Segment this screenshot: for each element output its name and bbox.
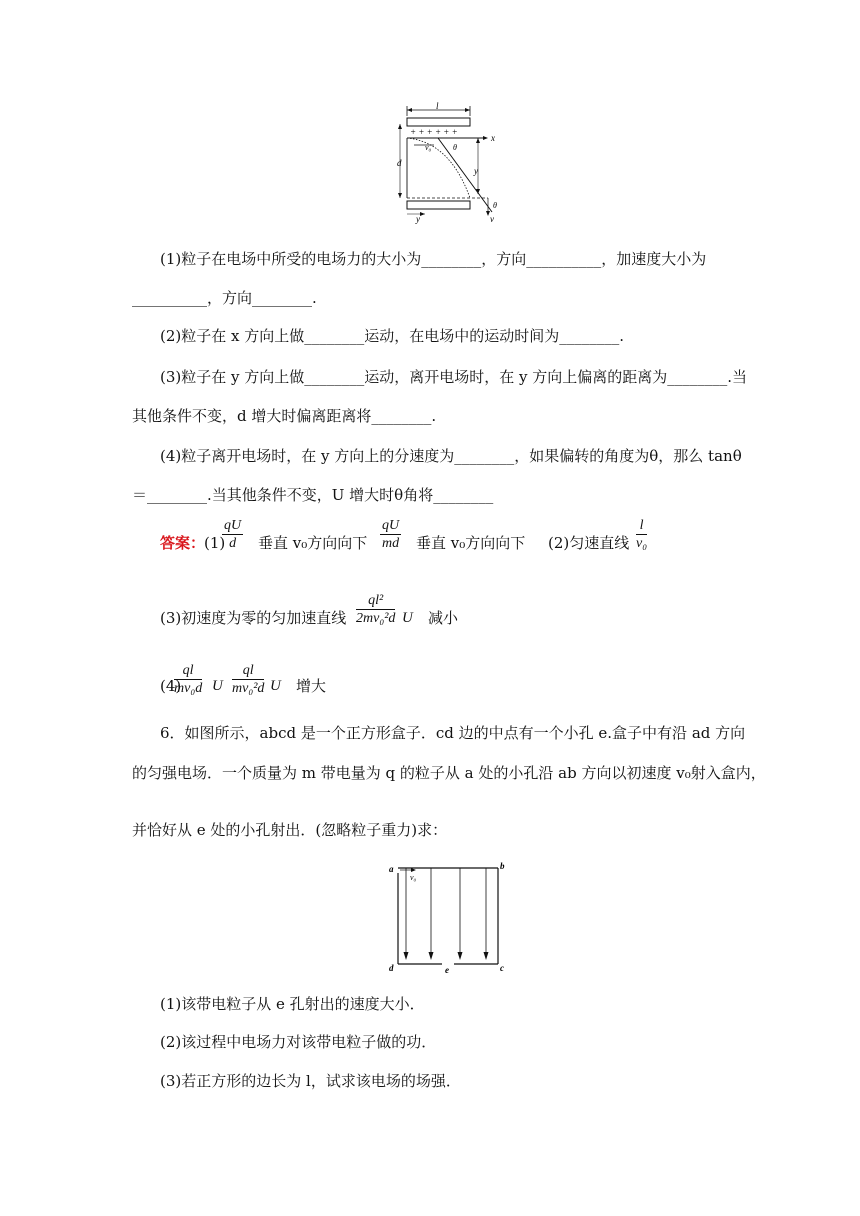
label-theta: θ — [453, 143, 457, 152]
answer-part1-label: (1) — [204, 534, 226, 552]
problem6-line1: 6．如图所示，abcd 是一个正方形盒子．cd 边的中点有一个小孔 e.盒子中有沿 ad 方向 — [160, 724, 746, 742]
answer-text-1: 垂直 v₀方向向下 — [258, 534, 368, 552]
q1-line2: __________，方向________. — [132, 289, 317, 307]
answer-fraction-6-tail: U — [270, 678, 281, 694]
label-v: v — [490, 214, 494, 224]
square-box-diagram — [386, 860, 510, 976]
answer-fraction-5-tail: U — [212, 678, 223, 694]
label-v0: v₀ — [425, 143, 432, 152]
problem6-sub2: (2)该过程中电场力对该带电粒子做的功． — [160, 1033, 437, 1051]
q4-line2: ＝________.当其他条件不变，U 增大时θ角将________ — [132, 486, 494, 504]
plus-signs: + + + + + + — [410, 127, 458, 137]
answer-text-2: 垂直 v₀方向向下 — [416, 534, 526, 552]
label-y-bottom: y — [416, 214, 420, 224]
q1-line1: (1)粒子在电场中所受的电场力的大小为________，方向__________，加速度大小为 — [160, 250, 707, 268]
answer-part4-label: (4) — [160, 677, 182, 695]
answer-fraction-4: $\frac{\text{ql²}}{\text{2mv₀²d}}$ — [356, 593, 396, 626]
deflection-diagram — [390, 102, 510, 224]
label-x: x — [491, 133, 495, 143]
q3-line1: (3)粒子在 y 方向上做________运动，离开电场时，在 y 方向上偏离的距离为________.当 — [160, 368, 748, 386]
top-plate — [407, 118, 470, 126]
problem6-sub1: (1)该带电粒子从 e 孔射出的速度大小． — [160, 995, 425, 1013]
answer-fraction-6: $\frac{ql}{\text{mv₀²d}}$ — [232, 663, 265, 696]
answer-fraction-2: $\frac{qU}{md}$ — [382, 518, 400, 551]
label-l: l — [436, 102, 439, 111]
answer-part3: (3)初速度为零的匀加速直线 — [160, 609, 347, 627]
q3-line2: 其他条件不变，d 增大时偏离距离将________. — [132, 407, 437, 425]
particle-trajectory — [407, 138, 470, 198]
answer-fraction-4-tail: U — [402, 610, 413, 626]
label-e: e — [445, 965, 449, 975]
answer-fraction-5: $\frac{ql}{\text{mv₀d}}$ — [174, 663, 203, 696]
label-d: d — [397, 158, 402, 168]
q2-line1: (2)粒子在 x 方向上做________运动，在电场中的运动时间为________. — [160, 327, 625, 345]
label-theta2: θ — [493, 201, 497, 210]
bottom-plate — [407, 201, 470, 209]
label-c: c — [500, 963, 504, 973]
answer-fraction-3: $\frac{l}{\text{v₀}}$ — [636, 518, 648, 551]
answer-label: 答案： — [160, 534, 206, 552]
label-a: a — [389, 864, 394, 874]
label-v0: v₀ — [410, 873, 417, 882]
label-y-right: y — [474, 166, 478, 176]
problem6-sub3: (3)若正方形的边长为 l，试求该电场的场强． — [160, 1072, 461, 1090]
label-d: d — [389, 963, 394, 973]
answer-part2: (2)匀速直线 — [548, 534, 630, 552]
problem6-line3: 并恰好从 e 处的小孔射出．(忽略粒子重力)求： — [132, 821, 448, 839]
answer-fraction-1: $\frac{qU}{d}$ — [224, 518, 242, 551]
problem6-line2: 的匀强电场．一个质量为 m 带电量为 q 的粒子从 a 处的小孔沿 ab 方向以初速度 v₀射入盒内， — [132, 764, 766, 782]
answer-text-4: 增大 — [296, 677, 327, 695]
label-b: b — [500, 861, 505, 871]
q4-line1: (4)粒子离开电场时，在 y 方向上的分速度为________，如果偏转的角度为θ，那么 tanθ — [160, 447, 742, 465]
answer-text-3: 减小 — [428, 609, 459, 627]
